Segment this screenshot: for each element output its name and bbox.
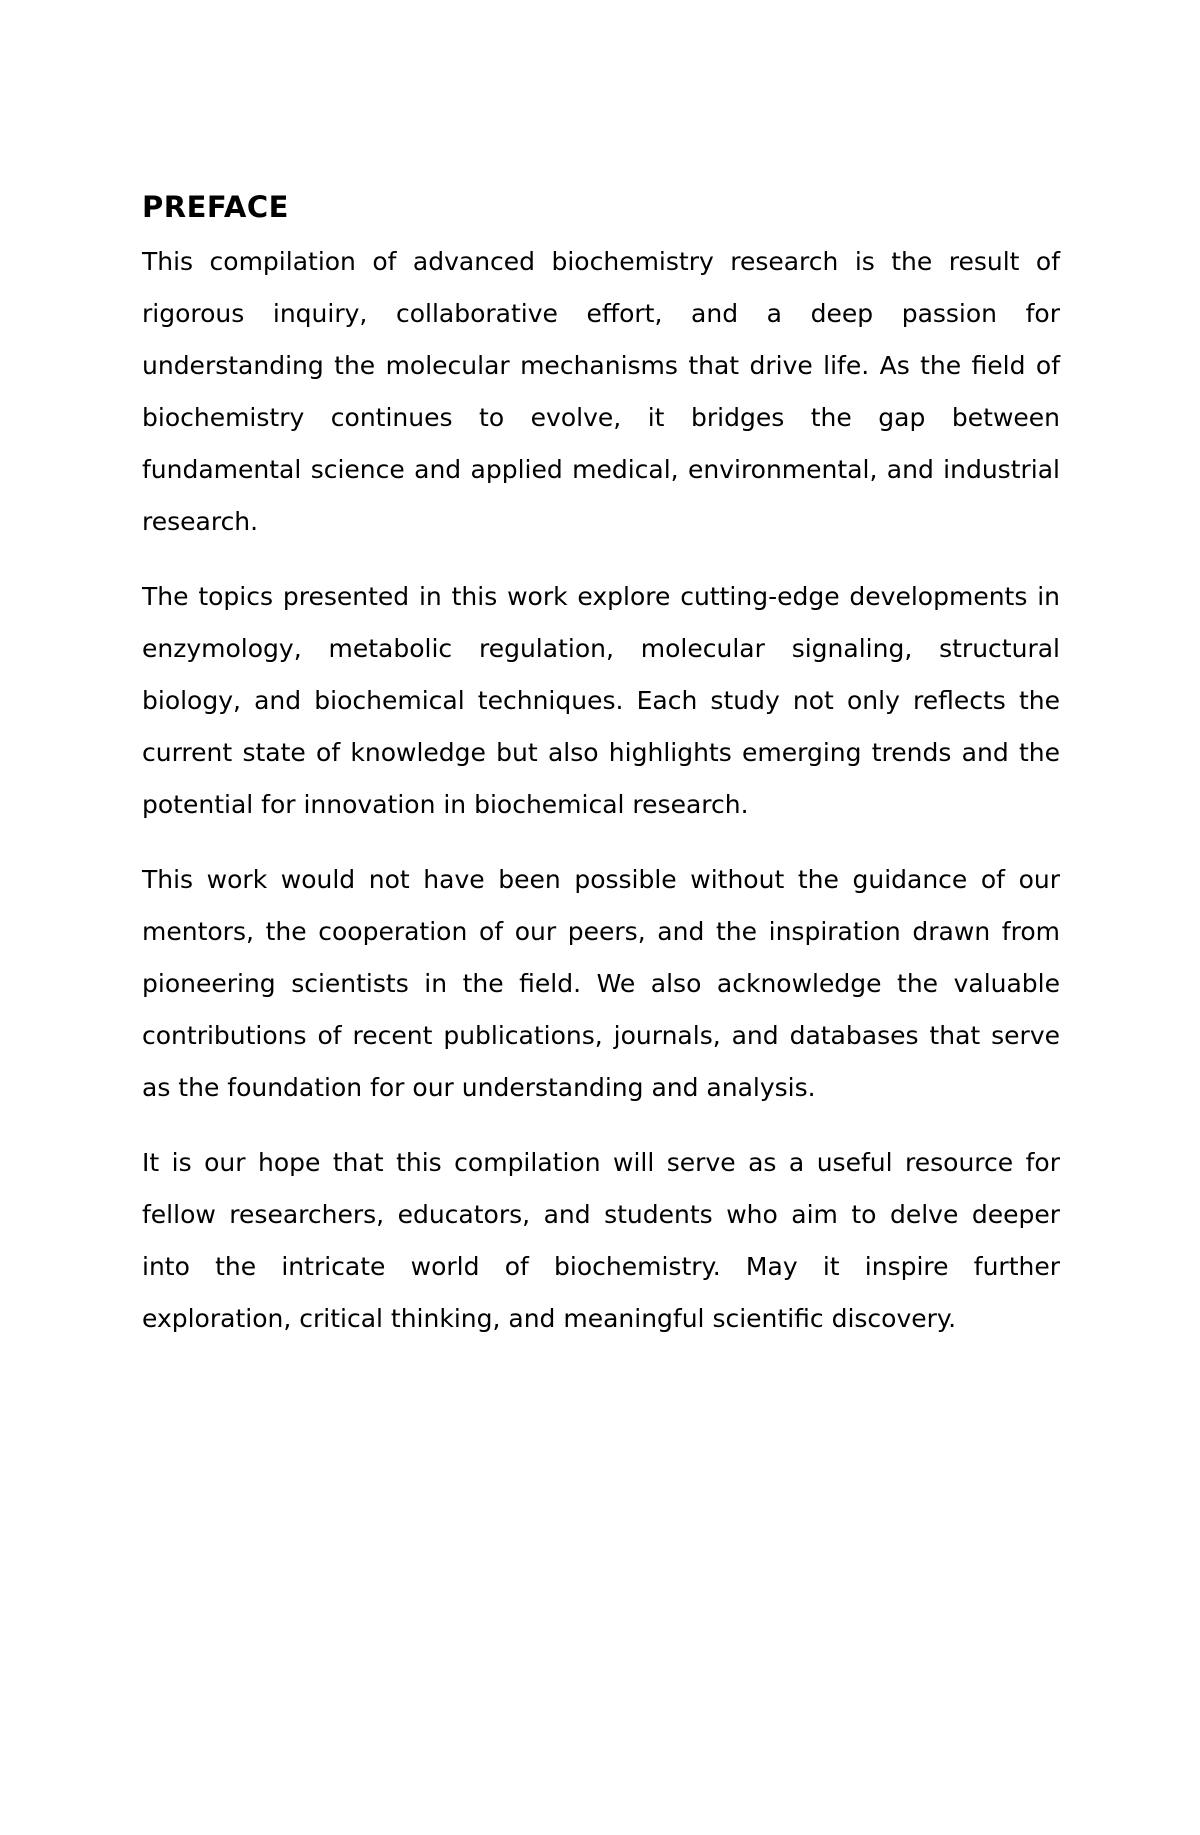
paragraph-intro: This compilation of advanced biochemistry research is the result of rigorous inquiry, collaborative effort, and a deep passion for understanding the molecular mechanisms that drive life. As the field of biochemistry continues to evolve, it bridges the gap between fundamental science and applied medical, environmental, and industrial research. [142,247,1060,536]
page-title: PREFACE [142,190,289,224]
paragraph-closing: It is our hope that this compilation will serve as a useful resource for fellow researchers, educators, and students who aim to delve deeper into the intricate world of biochemistry. May it inspire further exploration, critical thinking, and meaningful scientific discovery. [142,1148,1060,1333]
paragraph-acknowledgements: This work would not have been possible without the guidance of our mentors, the cooperation of our peers, and the inspiration drawn from pioneering scientists in the field. We also acknowledge the valuable contributions of recent publications, journals, and databases that serve as the foundation for our understanding and analysis. [142,865,1060,1102]
preface-section [142,186,1060,1368]
paragraph-topics: The topics presented in this work explore cutting-edge developments in enzymology, metabolic regulation, molecular signaling, structural biology, and biochemical techniques. Each study not only reflects the current state of knowledge but also highlights emerging trends and the potential for innovation in biochemical research. [142,582,1060,819]
